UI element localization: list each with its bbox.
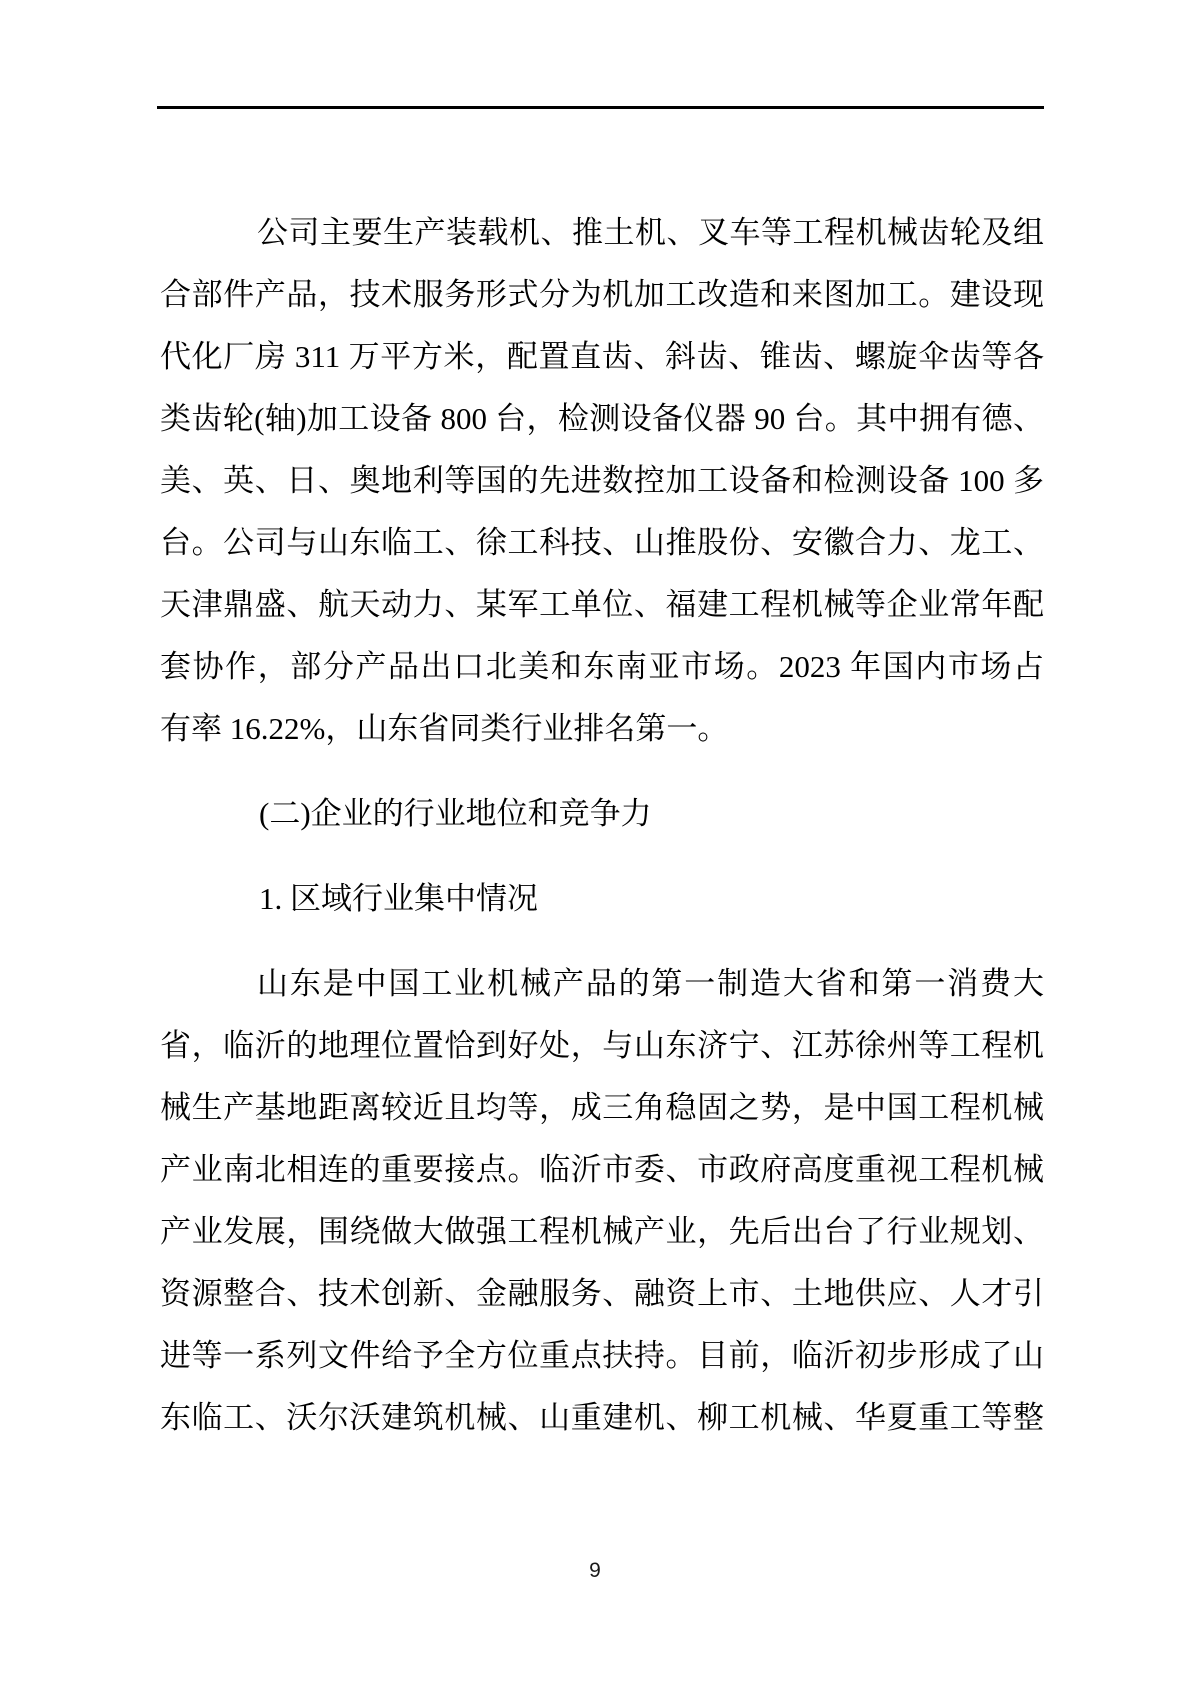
text-line: 山东是中国工业机械产品的第一制造大省和第一消费大	[257, 966, 1044, 1001]
text-line: 代化厂房 311 万平方米，配置直齿、斜齿、锥齿、螺旋伞齿等各	[160, 339, 1044, 374]
text-line: 产业南北相连的重要接点。临沂市委、市政府高度重视工程机械	[160, 1152, 1044, 1187]
subsection-heading-regional-concentration: 1. 区域行业集中情况	[259, 881, 538, 916]
text-line: 美、英、日、奥地利等国的先进数控加工设备和检测设备 100 多	[160, 463, 1044, 498]
paragraph-company-overview	[160, 202, 1044, 760]
text-line: 套协作，部分产品出口北美和东南亚市场。2023 年国内市场占	[160, 649, 1044, 684]
paragraph-regional-industry	[160, 953, 1044, 1449]
text-line: 有率 16.22%，山东省同类行业排名第一。	[160, 711, 729, 746]
text-line: 台。公司与山东临工、徐工科技、山推股份、安徽合力、龙工、	[160, 525, 1044, 560]
text-line: 械生产基地距离较近且均等，成三角稳固之势，是中国工程机械	[160, 1090, 1044, 1125]
text-line: 类齿轮(轴)加工设备 800 台，检测设备仪器 90 台。其中拥有德、	[160, 401, 1044, 436]
text-line: 省，临沂的地理位置恰到好处，与山东济宁、江苏徐州等工程机	[160, 1028, 1044, 1063]
header-rule	[157, 106, 1044, 109]
text-line: 合部件产品，技术服务形式分为机加工改造和来图加工。建设现	[160, 277, 1044, 312]
text-line: 进等一系列文件给予全方位重点扶持。目前，临沂初步形成了山	[160, 1338, 1044, 1373]
text-line: 公司主要生产装载机、推土机、叉车等工程机械齿轮及组	[257, 215, 1044, 250]
text-line: 东临工、沃尔沃建筑机械、山重建机、柳工机械、华夏重工等整	[160, 1400, 1044, 1435]
text-line: 天津鼎盛、航天动力、某军工单位、福建工程机械等企业常年配	[160, 587, 1044, 622]
text-line: 资源整合、技术创新、金融服务、融资上市、土地供应、人才引	[160, 1276, 1044, 1311]
page-number: 9	[589, 1559, 601, 1582]
section-heading-industry-position: (二)企业的行业地位和竞争力	[259, 796, 652, 831]
text-line: 产业发展，围绕做大做强工程机械产业，先后出台了行业规划、	[160, 1214, 1044, 1249]
